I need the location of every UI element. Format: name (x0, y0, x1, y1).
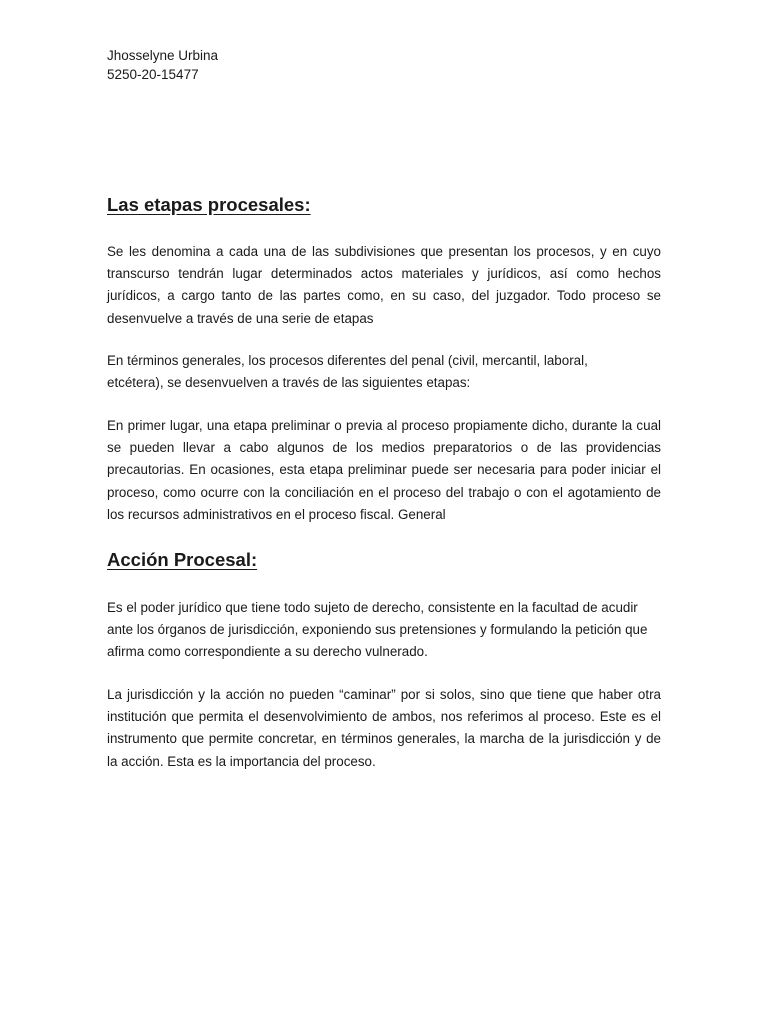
paragraph-3 (107, 415, 661, 526)
paragraph-text: Se les denomina a cada una de las subdivisiones que presentan los procesos, y en cuyo transcurso tendrán lugar determinados actos materiales y jurídicos, así como hechos jurídicos, a cargo tanto de las partes como, en su caso, del juzgador. Todo proceso se desenvuelve a través de una serie de etapas (107, 244, 661, 326)
author-header (107, 46, 218, 84)
paragraph-4 (107, 597, 661, 664)
author-id: 5250-20-15477 (107, 67, 199, 82)
paragraph-5 (107, 684, 661, 773)
paragraph-text: Es el poder jurídico que tiene todo sujeto de derecho, consistente en la facultad de acudir ante los órganos de jurisdicción, exponiendo sus pretensiones y formulando la petición que afirma como correspondiente a su derecho vulnerado. (107, 600, 648, 660)
section-title-etapas: Las etapas procesales: (107, 194, 311, 215)
paragraph-2 (107, 350, 661, 394)
author-name: Jhosselyne Urbina (107, 48, 219, 63)
section-title-accion: Acción Procesal: (107, 549, 258, 570)
paragraph-text: En términos generales, los procesos diferentes del penal (civil, mercantil, laboral, etcétera), se desenvuelven a través de las siguientes etapas: (107, 353, 588, 391)
section-accion-procesal (107, 548, 661, 572)
section-etapas-procesales (107, 193, 661, 217)
paragraph-text: En primer lugar, una etapa preliminar o previa al proceso propiamente dicho, durante la cual se pueden llevar a cabo algunos de los medios preparatorios o de las providencias precautorias. En ocasiones, esta etapa preliminar puede ser necesaria para poder iniciar el proceso, como ocurre con la conciliación en el proceso del trabajo o con el agotamiento de los recursos administrativos en el proceso fiscal. General (107, 418, 661, 522)
paragraph-1 (107, 241, 661, 330)
paragraph-text: La jurisdicción y la acción no pueden “caminar” por si solos, sino que tiene que haber otra institución que permita el desenvolvimiento de ambos, nos referimos al proceso. Este es el instrumento que permite concretar, en términos generales, la marcha de la jurisdicción y de la acción. Esta es la importancia del proceso. (107, 687, 661, 769)
